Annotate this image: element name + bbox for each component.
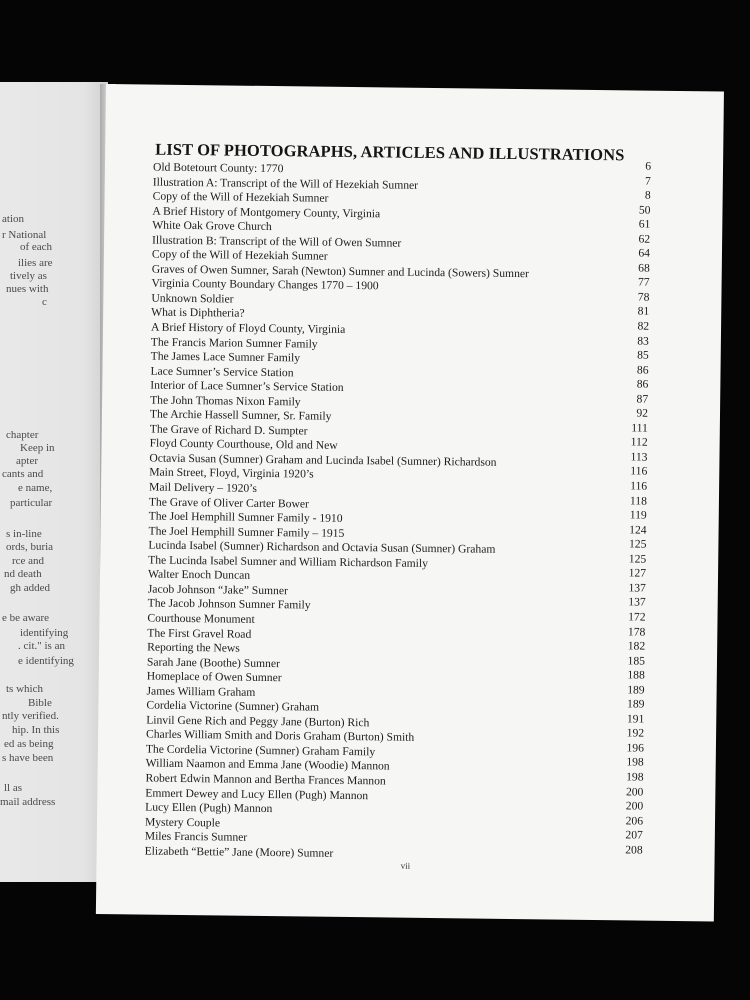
left-page-fragment: rce and [12,555,45,567]
toc-entry-page: 113 [630,450,648,464]
toc-entry-title: Homeplace of Owen Sumner [146,669,282,685]
toc-entry-title: White Oak Grove Church [152,218,272,234]
left-page-fragment: . cit." is an [18,640,65,652]
left-page-fragment: ords, buria [6,541,54,553]
toc-entry-title: Octavia Susan (Sumner) Graham and Lucinda Isabel (Sumner) Richardson [149,451,497,469]
toc-entry-page: 62 [638,232,651,246]
toc-entry-title: The Cordelia Victorine (Sumner) Graham Family [145,742,376,759]
toc-entry-title: Floyd County Courthouse, Old and New [149,436,338,453]
toc-entry-title: Miles Francis Sumner [144,829,248,844]
toc-entry-page: 189 [626,697,645,711]
left-page-fragment: chapter [6,429,39,441]
left-page-fragment: e identifying [18,655,74,667]
toc-entry-page: 125 [628,552,647,566]
left-page-fragment: r National [2,229,47,241]
toc-entry-page: 178 [627,624,646,639]
left-page-fragment: gh added [10,582,51,594]
toc-entry-title: The John Thomas Nixon Family [150,393,301,409]
left-page-fragment: c [42,296,47,308]
toc-entry-page: 86 [636,363,649,377]
toc-entry-page: 125 [628,537,647,551]
toc-entry-page: 198 [626,770,644,784]
toc-entry-page: 124 [629,523,647,537]
toc-entry-page: 185 [627,654,646,668]
left-page-fragment: Bible [28,697,52,709]
toc-entry-page: 137 [628,581,646,595]
toc-entry-page: 78 [637,290,650,304]
left-page-fragment: identifying [20,627,69,639]
page-number: vii [400,860,411,871]
toc-entry-title: Lucy Ellen (Pugh) Mannon [145,800,273,816]
toc-entry-title: A Brief History of Montgomery County, Virginia [152,204,381,220]
toc-entry-title: The Grave of Oliver Carter Bower [148,495,309,511]
toc-entry-title: The Archie Hassell Sumner, Sr. Family [149,407,332,424]
toc-entry-title: The Lucinda Isabel Sumner and William Richardson Family [148,553,429,570]
toc-entry-page: 61 [638,217,651,231]
toc-list [145,161,651,865]
toc-entry-title: Charles William Smith and Doris Graham (Burton) Smith [145,727,415,745]
toc-entry-page: 207 [625,828,643,842]
toc-entry-page: 81 [637,304,650,319]
toc-entry-title: Robert Edwin Mannon and Bertha Frances Mannon [145,771,386,788]
toc-entry-title: Main Street, Floyd, Virginia 1920’s [149,466,314,482]
toc-entry-page: 77 [637,275,650,290]
toc-entry-title: James William Graham [146,684,256,699]
toc-entry-title: Linvil Gene Rich and Peggy Jane (Burton) Rich [146,713,370,730]
toc-entry-page: 119 [629,508,647,522]
toc-entry-page: 111 [631,421,648,435]
toc-entry-title: The Grave of Richard D. Sumpter [149,422,308,438]
toc-entry-title: Illustration A: Transcript of the Will of Hezekiah Sumner [152,175,419,192]
toc-entry-page: 118 [629,494,648,508]
toc-entry-title: Copy of the Will of Hezekiah Sumner [151,247,328,264]
toc-entry-page: 8 [644,188,651,202]
toc-entry-page: 82 [637,319,650,333]
toc-entry-page: 85 [637,348,649,362]
left-page-fragment: ntly verified. [2,710,59,722]
toc-entry-title: The First Gravel Road [147,626,252,641]
left-page-fragment: cants and [2,468,44,480]
toc-entry-title: What is Diphtheria? [151,306,245,321]
left-page-fragment: s in-line [6,528,42,540]
toc-entry-title: Sarah Jane (Boothe) Sumner [146,655,280,670]
toc-entry-page: 206 [625,814,644,828]
toc-entry-page: 188 [627,668,645,682]
toc-entry-title: Walter Enoch Duncan [147,567,251,583]
toc-entry-title: Mystery Couple [144,815,221,830]
toc-entry-page: 86 [636,377,649,391]
left-page-fragment: ts which [6,683,43,695]
left-page-fragment: ation [2,213,24,225]
toc-entry-title: The Joel Hemphill Sumner Family - 1910 [148,509,343,526]
toc-entry-page: 50 [638,203,651,217]
toc-entry-title: Lucinda Isabel (Sumner) Richardson and Octavia Susan (Sumner) Graham [148,538,496,557]
left-page-fragment: Keep in [20,442,55,454]
toc-entry-title: Mail Delivery – 1920’s [148,480,258,495]
toc-entry-page: 112 [630,435,648,450]
left-page-fragment: mail address [0,796,56,808]
toc-entry-page: 191 [626,712,645,726]
left-page-fragment: e name, [18,482,53,494]
toc-entry-title: Courthouse Monument [147,611,255,626]
toc-entry-page: 200 [625,784,644,799]
toc-entry-title: Interior of Lace Sumner’s Service Station [150,378,344,395]
toc-entry-page: 116 [630,464,648,479]
toc-entry-title: Old Botetourt County: 1770 [152,160,284,176]
toc-entry-title: The James Lace Sumner Family [150,349,301,365]
toc-entry-page: 196 [626,741,645,755]
left-page-fragment: nd death [4,568,42,580]
toc-entry-page: 127 [628,566,647,580]
right-page [96,84,724,921]
left-page-fragment: ilies are [18,257,53,269]
toc-entry-title: Unknown Soldier [151,291,234,306]
left-page-fragment: ed as being [4,738,54,750]
toc-entry-title: The Joel Hemphill Sumner Family – 1915 [148,524,345,540]
toc-entry-title: A Brief History of Floyd County, Virginia [150,320,346,336]
toc-entry-title: Illustration B: Transcript of the Will of Owen Sumner [152,233,402,250]
toc-entry-page: 83 [637,334,649,348]
toc-entry-page: 137 [628,595,646,610]
toc-entry-page: 192 [626,726,645,740]
toc-entry-title: Cordelia Victorine (Sumner) Graham [146,698,320,714]
toc-entry-page: 198 [626,755,644,770]
toc-entry-page: 87 [636,392,649,406]
toc-entry-page: 172 [628,610,646,624]
left-page-fragment: e be aware [2,612,50,624]
toc-entry-title: Elizabeth “Bettie” Jane (Moore) Sumner [144,844,334,860]
toc-entry-page: 189 [627,683,645,697]
page-title: LIST OF PHOTOGRAPHS, ARTICLES AND ILLUSTRATIONS [155,139,625,165]
toc-entry-title: Lace Sumner’s Service Station [150,364,294,379]
toc-entry-title: Jacob Johnson “Jake” Sumner [147,582,288,598]
toc-entry-page: 200 [625,799,644,813]
toc-entry-title: Virginia County Boundary Changes 1770 – 1900 [151,276,379,293]
left-page-fragment: particular [10,497,53,509]
left-page-fragment: hip. In this [12,724,60,736]
toc-entry-page: 92 [636,406,649,420]
toc-entry-page: 7 [644,174,651,188]
left-page-fragment: nues with [6,283,49,295]
left-page [0,82,108,882]
toc-entry-title: William Naamon and Emma Jane (Woodie) Mannon [145,756,390,773]
toc-entry-page: 6 [645,159,652,173]
left-page-fragment: apter [16,455,38,467]
left-page-fragment: ll as [4,782,23,794]
toc-entry-page: 64 [638,246,651,260]
toc-entry-title: The Jacob Johnson Sumner Family [147,596,311,612]
toc-entry-title: The Francis Marion Sumner Family [150,335,318,351]
left-page-fragment: s have been [2,752,54,764]
toc-entry-title: Emmert Dewey and Lucy Ellen (Pugh) Mannon [145,786,369,802]
toc-entry-page: 116 [630,479,648,493]
toc-entry-title: Copy of the Will of Hezekiah Sumner [152,189,329,205]
toc-entry-page: 68 [638,261,650,275]
toc-entry-title: Graves of Owen Sumner, Sarah (Newton) Sumner and Lucinda (Sowers) Sumner [151,262,530,281]
toc-entry-title: Reporting the News [147,640,240,655]
toc-entry-page: 182 [627,639,646,653]
toc-entry-page: 208 [625,843,643,857]
left-page-fragment: tively as [10,270,47,282]
left-page-fragment: of each [20,241,53,253]
